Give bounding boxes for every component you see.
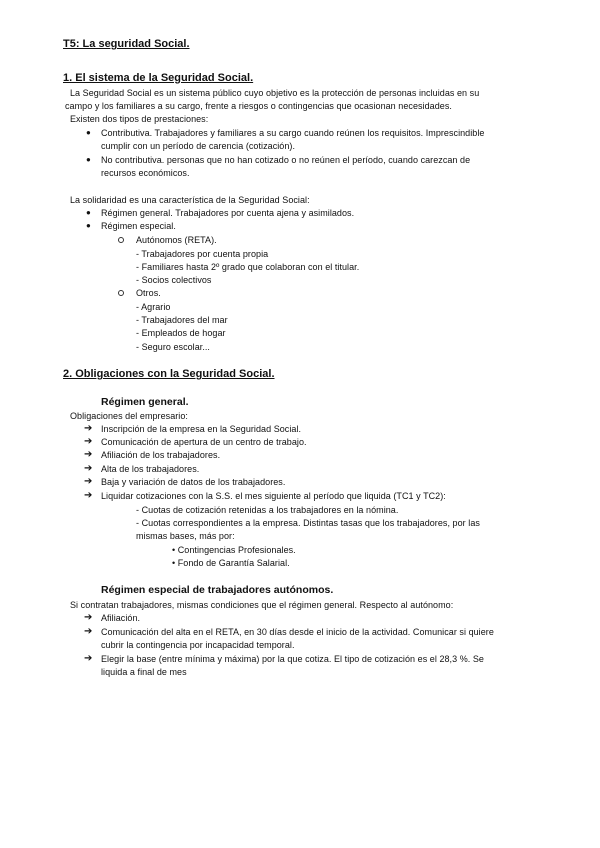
arrow-icon: ➔: [84, 626, 93, 637]
arrow-icon: ➔: [84, 423, 93, 434]
bullet-icon: ●: [86, 208, 91, 217]
cuota-line: mismas bases, más por:: [136, 531, 235, 541]
autonomos-intro: Si contratan trabajadores, mismas condiciones que el régimen general. Respecto al autónomo:: [70, 600, 454, 610]
general-intro: Obligaciones del empresario:: [70, 411, 188, 421]
autonomo-item: Elegir la base (entre mínima y máxima) por la que cotiza. El tipo de cotización es el 28,3 %. Se: [101, 654, 484, 664]
arrow-icon: ➔: [84, 449, 93, 460]
arrow-icon: ➔: [84, 476, 93, 487]
contingency-item: • Contingencias Profesionales.: [172, 545, 296, 555]
arrow-icon: ➔: [84, 436, 93, 447]
sub-autonomos: Autónomos (RETA).: [136, 235, 217, 245]
bullet-icon: ●: [86, 128, 91, 137]
type-contributiva-line-1: Contributiva. Trabajadores y familiares a su cargo cuando reúnen los requisitos. Imprescindible: [101, 128, 485, 138]
intro-line-2: campo y los familiares a su cargo, frente a riesgos o contingencias que ocasionan necesidades.: [65, 101, 452, 111]
type-no-contributiva-line-2: recursos económicos.: [101, 168, 190, 178]
bullet-icon: ●: [86, 221, 91, 230]
arrow-icon: ➔: [84, 490, 93, 501]
obligation-item: Baja y variación de datos de los trabajadores.: [101, 477, 286, 487]
general-regime-heading: Régimen general.: [101, 396, 189, 408]
obligation-item: Afiliación de los trabajadores.: [101, 450, 221, 460]
section-1-heading: 1. El sistema de la Seguridad Social.: [63, 72, 254, 84]
autonomo-item-continued: cubrir la contingencia por incapacidad temporal.: [101, 640, 295, 650]
section-2-heading: 2. Obligaciones con la Seguridad Social.: [63, 368, 275, 380]
arrow-icon: ➔: [84, 653, 93, 664]
type-contributiva-line-2: cumplir con un período de carencia (cotización).: [101, 141, 295, 151]
autonomos-item: - Trabajadores por cuenta propia: [136, 249, 269, 259]
obligation-item: Inscripción de la empresa en la Seguridad Social.: [101, 424, 302, 434]
arrow-icon: ➔: [84, 463, 93, 474]
cuota-line: - Cuotas de cotización retenidas a los trabajadores en la nómina.: [136, 505, 399, 515]
solidarity-line: La solidaridad es una característica de la Seguridad Social:: [70, 195, 310, 205]
otros-item: - Trabajadores del mar: [136, 315, 228, 325]
otros-item: - Agrario: [136, 302, 171, 312]
obligation-item: Comunicación de apertura de un centro de trabajo.: [101, 437, 307, 447]
autonomos-regime-heading: Régimen especial de trabajadores autónomos.: [101, 584, 334, 596]
contingency-item: • Fondo de Garantía Salarial.: [172, 558, 290, 568]
document-title: T5: La seguridad Social.: [63, 38, 190, 50]
cuota-line: - Cuotas correspondientes a la empresa. Distintas tasas que los trabajadores, por las: [136, 518, 480, 528]
circle-bullet-icon: [118, 237, 124, 243]
otros-item: - Empleados de hogar: [136, 328, 226, 338]
regime-general: Régimen general. Trabajadores por cuenta ajena y asimilados.: [101, 208, 355, 218]
obligation-item: Alta de los trabajadores.: [101, 464, 200, 474]
autonomo-item-continued: liquida a final de mes: [101, 667, 187, 677]
autonomo-item: Comunicación del alta en el RETA, en 30 días desde el inicio de la actividad. Comunicar si quiere: [101, 627, 494, 637]
autonomos-item: - Socios colectivos: [136, 275, 212, 285]
intro-line-1: La Seguridad Social es un sistema público cuyo objetivo es la protección de personas incluidas en su: [70, 88, 480, 98]
types-intro: Existen dos tipos de prestaciones:: [70, 114, 209, 124]
sub-otros: Otros.: [136, 288, 161, 298]
obligation-item: Liquidar cotizaciones con la S.S. el mes siguiente al período que liquida (TC1 y TC2):: [101, 491, 446, 501]
autonomos-item: - Familiares hasta 2º grado que colaboran con el titular.: [136, 262, 360, 272]
regime-especial: Régimen especial.: [101, 221, 176, 231]
arrow-icon: ➔: [84, 612, 93, 623]
bullet-icon: ●: [86, 155, 91, 164]
otros-item: - Seguro escolar...: [136, 342, 210, 352]
circle-bullet-icon: [118, 290, 124, 296]
type-no-contributiva-line-1: No contributiva. personas que no han cotizado o no reúnen el período, cuando carezcan de: [101, 155, 471, 165]
autonomo-item: Afiliación.: [101, 613, 141, 623]
